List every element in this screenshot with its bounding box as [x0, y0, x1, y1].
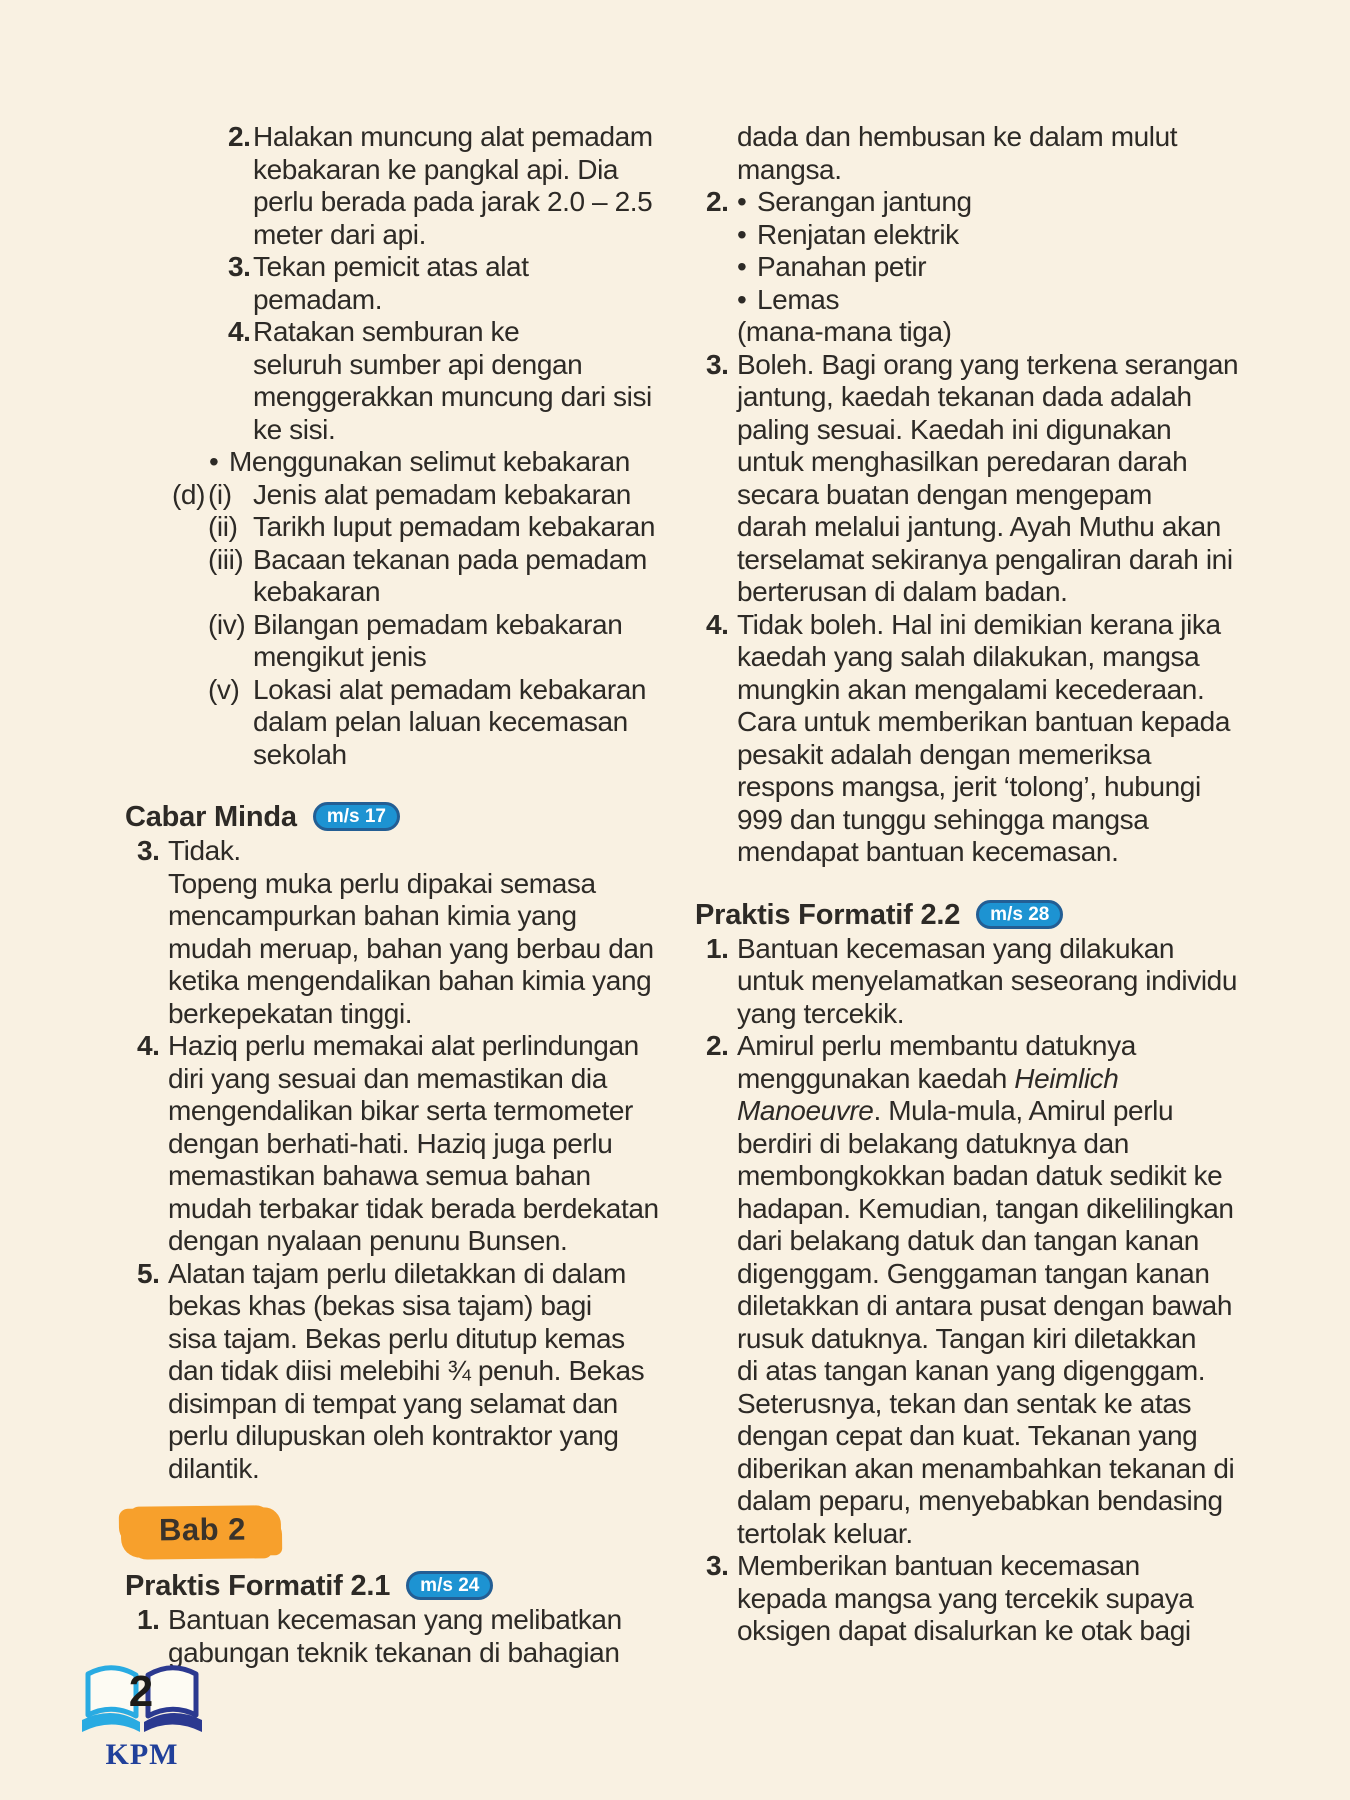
list-marker: 4. — [228, 316, 251, 347]
text-content: Bilangan pemadam kebakaran — [253, 608, 623, 640]
text-content: Ratakan semburan ke — [253, 316, 520, 347]
text-content: paling sesuai. Kaedah ini digunakan — [737, 413, 1172, 445]
text-content: untuk menyelamatkan seseorang individu — [737, 965, 1237, 996]
text-line — [125, 1192, 659, 1226]
list-marker: 1. — [706, 932, 729, 964]
text-segment: menggunakan kaedah — [737, 1062, 1015, 1094]
list-marker: 2. — [706, 186, 729, 217]
text-line — [125, 381, 652, 414]
text-line — [125, 739, 645, 772]
text-line — [695, 219, 1225, 252]
text-segment: Manoeuvre — [737, 1095, 874, 1126]
text-line — [125, 1323, 645, 1356]
text-line — [125, 609, 645, 642]
section-heading — [125, 799, 645, 835]
text-line — [695, 1420, 1225, 1453]
text-content: diletakkan di antara pusat dengan bawah — [737, 1290, 1233, 1321]
list-marker: (i) — [208, 478, 232, 510]
text-line — [695, 933, 1225, 966]
text-content: yang tercekik. — [737, 997, 905, 1029]
list-marker: • — [737, 218, 747, 250]
text-content: mudah terbakar tidak berada berdekatan — [168, 1192, 659, 1224]
page-ref-badge: m/s 24 — [406, 1571, 493, 1600]
text-line — [695, 121, 1225, 154]
text-content: dilantik. — [168, 1452, 260, 1484]
text-content: Haziq perlu memakai alat perlindungan — [168, 1030, 639, 1061]
text-line — [125, 1128, 645, 1161]
text-line — [695, 1550, 1225, 1583]
list-marker: (iii) — [208, 543, 244, 575]
text-line — [125, 1420, 645, 1453]
text-line — [695, 674, 1225, 707]
text-content: mudah meruap, bahan yang berbau dan — [168, 932, 654, 964]
text-segment: Heimlich — [1014, 1062, 1119, 1094]
text-content: jantung, kaedah tekanan dada adalah — [737, 381, 1192, 412]
text-line — [695, 1355, 1225, 1388]
text-content: Tekan pemicit atas alat — [253, 251, 529, 282]
text-line — [695, 804, 1225, 837]
text-content: Panahan petir — [757, 251, 927, 282]
text-content: mangsa. — [737, 153, 842, 185]
list-marker: (iv) — [208, 608, 246, 640]
chapter-chip — [125, 1509, 276, 1555]
text-line — [695, 251, 1225, 284]
text-content: Alatan tajam perlu diletakkan di dalam — [168, 1257, 626, 1289]
text-content: (mana-mana tiga) — [737, 316, 952, 347]
text-content: di atas tangan kanan yang digenggam. — [737, 1355, 1206, 1386]
list-marker: 3. — [706, 348, 729, 380]
text-content: ketika mengendalikan bahan kimia yang — [168, 965, 652, 996]
text-content: Tidak. — [168, 835, 241, 866]
text-content: Jenis alat pemadam kebakaran — [253, 478, 631, 510]
text-content: sisa tajam. Bekas perlu ditutup kemas — [168, 1322, 625, 1354]
text-line — [695, 1388, 1225, 1421]
list-marker: 3. — [228, 251, 251, 282]
section-heading-text: Cabar Minda — [125, 801, 297, 833]
text-content: kaedah yang salah dilakukan, mangsa — [737, 641, 1200, 672]
text-content: Memberikan bantuan kecemasan — [737, 1550, 1140, 1581]
text-content: pesakit adalah dengan memeriksa — [737, 738, 1152, 770]
text-line — [125, 932, 654, 966]
text-line — [695, 479, 1225, 512]
text-line — [125, 965, 652, 998]
text-line — [125, 1290, 645, 1323]
text-content: Menggunakan selimut kebakaran — [229, 446, 630, 477]
text-content: perlu dilupuskan oleh kontraktor yang — [168, 1420, 619, 1451]
text-content: kebakaran — [253, 576, 381, 607]
text-content: memastikan bahawa semua bahan — [168, 1160, 591, 1191]
page-ref-badge: m/s 28 — [976, 900, 1063, 929]
open-book-icon — [80, 1658, 204, 1736]
text-content: rusuk datuknya. Tangan kiri diletakkan — [737, 1322, 1197, 1354]
text-line — [695, 1095, 1225, 1128]
kpm-logo — [80, 1658, 204, 1771]
text-line — [125, 349, 645, 382]
text-content: dalam peparu, menyebabkan bendasing — [737, 1485, 1223, 1516]
text-line — [695, 1225, 1225, 1258]
text-line — [695, 1030, 1225, 1063]
text-content: Tarikh luput pemadam kebakaran — [253, 511, 656, 542]
text-line — [695, 511, 1225, 544]
text-content: perlu berada pada jarak 2.0 – 2.5 — [253, 186, 653, 217]
text-line — [695, 965, 1237, 998]
text-line — [125, 511, 656, 544]
text-line — [125, 868, 645, 901]
text-line — [695, 348, 1239, 382]
text-content: terselamat sekiranya pengaliran darah ini — [737, 543, 1233, 575]
text-content: Lokasi alat pemadam kebakaran — [253, 673, 647, 705]
text-content: Lemas — [757, 283, 840, 315]
text-content: hadapan. Kemudian, tangan dikelilingkan — [737, 1192, 1234, 1224]
text-content: gabungan teknik tekanan di bahagian — [168, 1636, 620, 1668]
text-content: kebakaran ke pangkal api. Dia — [253, 153, 619, 185]
text-line — [695, 836, 1225, 869]
text-content: meter dari api. — [253, 218, 426, 250]
text-line — [125, 1063, 645, 1096]
text-content: oksigen dapat disalurkan ke otak bagi — [737, 1615, 1191, 1646]
list-marker: 4. — [137, 1030, 160, 1061]
text-content: Halakan muncung alat pemadam — [253, 121, 653, 152]
kpm-label: KPM — [105, 1738, 179, 1771]
text-line — [125, 1160, 645, 1193]
text-line — [695, 446, 1225, 479]
text-content: dada dan hembusan ke dalam mulut — [737, 121, 1178, 152]
text-line — [125, 1225, 645, 1258]
text-line — [125, 1355, 645, 1388]
text-line — [125, 219, 645, 252]
text-content: menggerakkan muncung dari sisi — [253, 381, 652, 412]
text-content: Serangan jantung — [757, 186, 972, 217]
text-line — [695, 186, 1225, 219]
text-content: digenggam. Genggaman tangan kanan — [737, 1257, 1210, 1289]
text-line — [695, 1160, 1225, 1193]
text-line — [125, 284, 645, 317]
text-content: dari belakang datuk dan tangan kanan — [737, 1225, 1199, 1256]
section-heading-text: Praktis Formatif 2.2 — [695, 898, 961, 931]
text-line — [125, 1388, 645, 1421]
text-content: dengan berhati-hati. Haziq juga perlu — [168, 1127, 613, 1159]
text-line — [125, 154, 645, 187]
text-content: sekolah — [253, 738, 347, 770]
text-content: seluruh sumber api dengan — [253, 348, 583, 380]
text-line — [695, 1192, 1234, 1226]
list-marker: (v) — [208, 673, 240, 705]
text-content: darah melalui jantung. Ayah Muthu akan — [737, 511, 1221, 542]
text-line — [695, 316, 1225, 349]
text-line — [695, 641, 1225, 674]
list-marker: 2. — [706, 1030, 729, 1061]
text-line — [695, 576, 1225, 609]
text-content: Renjatan elektrik — [757, 218, 959, 250]
text-line — [125, 1095, 645, 1128]
text-line — [695, 1452, 1235, 1486]
text-line — [125, 576, 645, 609]
text-line — [125, 998, 645, 1031]
text-content: Topeng muka perlu dipakai semasa — [168, 867, 596, 899]
text-content: mencampurkan bahan kimia yang — [168, 900, 577, 931]
list-marker: 1. — [137, 1604, 160, 1635]
text-line — [695, 1290, 1233, 1323]
text-line — [695, 381, 1225, 414]
text-line — [125, 1453, 645, 1486]
text-content: diberikan akan menambahkan tekanan di — [737, 1452, 1235, 1484]
list-marker: 5. — [137, 1257, 160, 1289]
text-content: Boleh. Bagi orang yang terkena serangan — [737, 348, 1239, 380]
text-line — [695, 154, 1225, 187]
text-line — [695, 706, 1231, 739]
page-number: 2 — [128, 1667, 154, 1716]
text-content: kepada mangsa yang tercekik supaya — [737, 1582, 1194, 1614]
text-content: mengendalikan bikar serta termometer — [168, 1095, 633, 1126]
text-content: mengikut jenis — [253, 641, 427, 672]
text-content: Seterusnya, tekan dan sentak ke atas — [737, 1387, 1192, 1419]
text-content: respons mangsa, jerit ‘tolong’, hubungi — [737, 771, 1201, 802]
text-content: Amirul perlu membantu datuknya — [737, 1030, 1136, 1061]
text-content: dan tidak diisi melebihi ¾ penuh. Bekas — [168, 1355, 645, 1386]
text-line — [695, 739, 1225, 772]
text-line — [125, 316, 645, 349]
text-line — [695, 543, 1233, 577]
list-marker: • — [737, 251, 747, 282]
text-line — [125, 835, 645, 868]
section-heading — [695, 897, 1225, 933]
text-content: Bantuan kecemasan yang dilakukan — [737, 932, 1175, 964]
text-line — [125, 251, 645, 284]
text-line — [695, 1485, 1225, 1518]
text-line — [695, 1128, 1225, 1161]
text-content: Cara untuk memberikan bantuan kepada — [737, 706, 1231, 737]
text-line — [125, 1604, 645, 1637]
section-heading-text: Praktis Formatif 2.1 — [125, 1570, 391, 1602]
text-content: berkepekatan tinggi. — [168, 997, 413, 1029]
text-content: Tidak boleh. Hal ini demikian kerana jika — [737, 608, 1221, 640]
text-content: dalam pelan laluan kecemasan — [253, 706, 628, 737]
list-marker: (d) — [172, 478, 206, 510]
text-content: tertolak keluar. — [737, 1517, 913, 1549]
text-line — [125, 121, 653, 154]
list-marker: • — [737, 186, 747, 217]
right-column — [695, 121, 1239, 1648]
text-content: dengan nyalaan penunu Bunsen. — [168, 1225, 568, 1256]
text-content: 999 dan tunggu sehingga mangsa — [737, 803, 1149, 835]
text-line — [695, 1583, 1225, 1616]
text-line — [125, 414, 645, 447]
text-line — [125, 1030, 645, 1063]
text-content: disimpan di tempat yang selamat dan — [168, 1387, 618, 1419]
list-marker: • — [737, 283, 747, 315]
text-content: ke sisi. — [253, 413, 336, 445]
text-line — [125, 641, 645, 674]
text-content: secara buatan dengan mengepam — [737, 478, 1152, 510]
text-line — [695, 998, 1225, 1031]
text-content: untuk menghasilkan peredaran darah — [737, 446, 1188, 477]
list-marker: 2. — [228, 121, 251, 152]
book-right-cover — [148, 1668, 196, 1716]
list-marker: • — [209, 446, 219, 477]
text-line — [125, 900, 645, 933]
text-content: Bacaan tekanan pada pemadam — [253, 543, 647, 575]
text-line — [695, 609, 1225, 642]
text-content: Bantuan kecemasan yang melibatkan — [168, 1604, 622, 1635]
text-line — [125, 1258, 645, 1291]
text-content: berterusan di dalam badan. — [737, 576, 1068, 607]
left-column — [125, 121, 659, 1669]
text-line — [695, 1518, 1225, 1551]
text-content: mendapat bantuan kecemasan. — [737, 836, 1119, 867]
text-line — [125, 674, 645, 707]
text-content: diri yang sesuai dan memastikan dia — [168, 1062, 607, 1094]
text-line — [695, 1323, 1225, 1356]
text-content: membongkokkan badan datuk sedikit ke — [737, 1160, 1223, 1191]
text-line — [695, 1258, 1225, 1291]
list-marker: 4. — [706, 608, 729, 640]
list-marker: 3. — [137, 835, 160, 866]
text-content: bekas khas (bekas sisa tajam) bagi — [168, 1290, 592, 1321]
text-line — [695, 771, 1225, 804]
text-content: pemadam. — [253, 283, 383, 315]
text-content: berdiri di belakang datuknya dan — [737, 1127, 1129, 1159]
text-line — [125, 479, 645, 512]
list-marker: 3. — [706, 1550, 729, 1581]
list-marker: (ii) — [208, 511, 238, 542]
text-line — [125, 446, 645, 479]
text-line — [695, 1615, 1225, 1648]
text-line — [125, 706, 645, 739]
text-segment: . Mula-mula, Amirul perlu — [873, 1095, 1174, 1126]
section-heading — [125, 1568, 645, 1604]
text-line — [125, 186, 653, 219]
text-line — [695, 284, 1225, 317]
text-line — [125, 544, 645, 577]
page-ref-badge: m/s 17 — [313, 802, 400, 831]
text-line — [695, 1063, 1225, 1096]
chapter-chip-bg — [125, 1508, 276, 1556]
text-content: mungkin akan mengalami kecederaan. — [737, 673, 1205, 705]
text-line — [695, 414, 1225, 447]
chapter-title: Bab 2 — [158, 1511, 247, 1548]
text-content: dengan cepat dan kuat. Tekanan yang — [737, 1420, 1198, 1451]
